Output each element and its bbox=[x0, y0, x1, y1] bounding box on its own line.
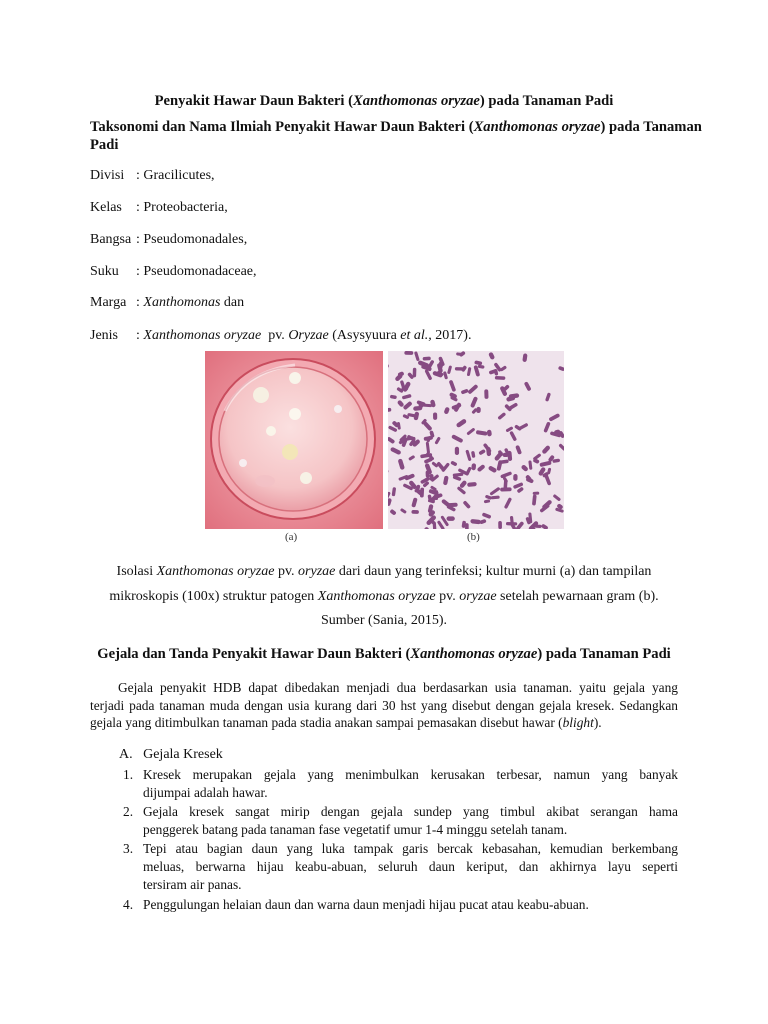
taxonomy-label: Divisi bbox=[90, 168, 125, 183]
bacterium-rod bbox=[498, 521, 502, 529]
symptoms-paragraph: Gejala penyakit HDB dapat dibedakan menjadi dua berdasarkan usia tanaman. yaitu gejala yang terjadi pada tanaman muda dengan usia kurang dari 30 hst yang disebut dengan gejala kresek. Sedangkan gejala yang ditimbulkan tanaman pada stadia anakan sampai pemasakan disebut hawar (blight). bbox=[90, 680, 678, 731]
list-item: 2. Gejala kresek sangat mirip dengan gejala sundep yang timbul akibat serangan hama penggerek batang pada tanaman fase vegetatif umur 1-4 minggu setelah tanam. bbox=[123, 804, 678, 837]
taxonomy-label: Suku bbox=[90, 264, 119, 279]
symptoms-heading: Gejala dan Tanda Penyakit Hawar Daun Bakteri (Xanthomonas oryzae) pada Tanaman Padi bbox=[97, 646, 671, 662]
taxonomy-value: : Xanthomonas dan bbox=[136, 295, 245, 310]
taxonomy-value: : Proteobacteria, bbox=[136, 200, 228, 215]
taxonomy-heading-line2: Padi bbox=[90, 137, 119, 153]
taxonomy-value: : Pseudomonadales, bbox=[136, 232, 248, 247]
bacterium-rod bbox=[429, 474, 433, 481]
taxonomy-label: Marga bbox=[90, 295, 127, 310]
bacterium-rod bbox=[465, 523, 469, 529]
taxonomy-label: Kelas bbox=[90, 200, 122, 215]
bacterium-rod bbox=[433, 412, 437, 419]
bacterium-rod bbox=[495, 376, 506, 380]
figure-caption-line1: Isolasi Xanthomonas oryzae pv. oryzae dari daun yang terinfeksi; kultur murni (a) dan tampilan bbox=[116, 564, 652, 579]
taxonomy-value: : Xanthomonas oryzae pv. Oryzae (Asysyuura et al., 2017). bbox=[136, 328, 472, 343]
bacterium-rod bbox=[455, 367, 464, 371]
document-title: Penyakit Hawar Daun Bakteri (Xanthomonas oryzae) pada Tanaman Padi bbox=[154, 93, 614, 109]
taxonomy-value: : Pseudomonadaceae, bbox=[136, 264, 257, 279]
bacterium-rod bbox=[411, 510, 419, 514]
bacterium-rod bbox=[423, 357, 431, 361]
figure-caption-line2: mikroskopis (100x) struktur patogen Xanthomonas oryzae pv. oryzae setelah pewarnaan gram (b). bbox=[109, 589, 659, 604]
figure-label-b: (b) bbox=[467, 531, 480, 543]
taxonomy-label: Bangsa bbox=[90, 232, 132, 247]
bacterium-rod bbox=[455, 447, 459, 455]
taxonomy-label: Jenis bbox=[90, 328, 118, 343]
taxonomy-heading: Taksonomi dan Nama Ilmiah Penyakit Hawar Daun Bakteri (Xanthomonas oryzae) pada Tanaman bbox=[90, 119, 702, 135]
bacterium-rod bbox=[404, 351, 413, 355]
bacterium-rod bbox=[484, 389, 488, 399]
microscopy-gram-stain-image bbox=[388, 351, 564, 529]
bacterium-rod bbox=[533, 492, 540, 495]
list-item: 1. Kresek merupakan gejala yang menimbulkan kerusakan terbesar, namun yang banyak dijumpai adalah hawar. bbox=[123, 767, 678, 800]
bacterium-rod bbox=[513, 474, 517, 481]
figure-label-a: (a) bbox=[285, 531, 298, 543]
list-item: 4. Penggulungan helaian daun dan warna daun menjadi hijau pucat atau keabu-abuan. bbox=[123, 897, 589, 912]
bacterium-rod bbox=[447, 516, 455, 520]
taxonomy-value: : Gracilicutes, bbox=[136, 168, 215, 183]
list-item: 3. Tepi atau bagian daun yang luka tampak garis bercak kebasahan, kemudian berkembang meluas, berwarna hijau keabu-abuan, seluruh daun keriput, dan akhirnya layu seperti tersiram air panas. bbox=[123, 841, 678, 892]
petri-dish-illustration bbox=[205, 351, 383, 529]
bacterium-rod bbox=[534, 524, 541, 528]
petri-dish-culture-image bbox=[205, 351, 383, 529]
figure-caption-source: Sumber (Sania, 2015). bbox=[321, 613, 447, 628]
microscopy-illustration bbox=[388, 351, 564, 529]
bacterium-rod bbox=[438, 363, 442, 369]
list-heading-gejala-kresek: A. Gejala Kresek bbox=[119, 747, 223, 762]
